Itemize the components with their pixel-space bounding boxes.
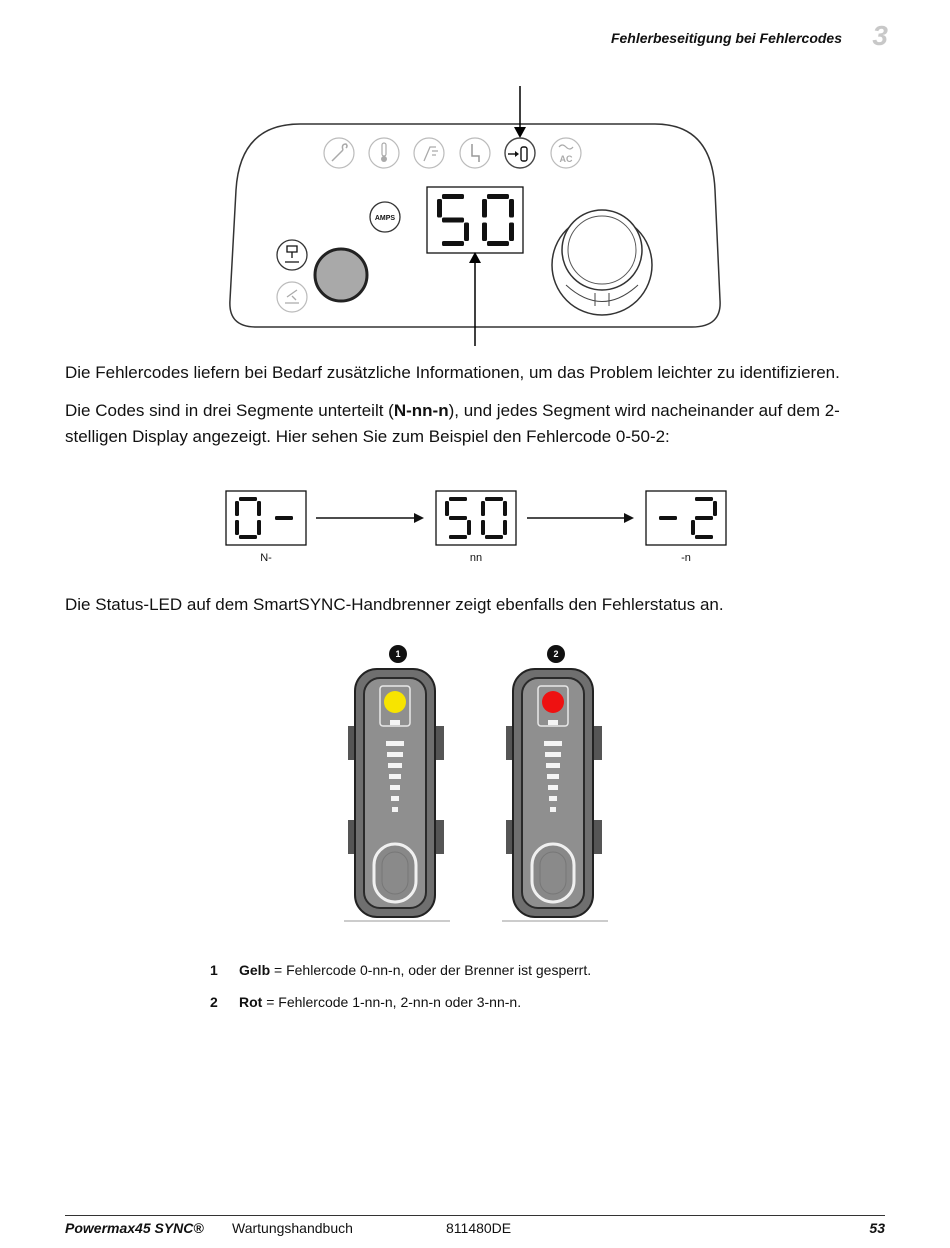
digit-segment [482, 223, 487, 242]
footer-divider [65, 1215, 885, 1216]
digit-segment [467, 520, 471, 535]
led-bar [386, 741, 404, 746]
digit-segment [509, 199, 514, 218]
torch-consumable-icon [414, 138, 444, 168]
digit-segment [503, 501, 507, 516]
digit-segment [659, 516, 677, 520]
amps-button [370, 202, 400, 232]
led-bar [546, 763, 560, 768]
legend-number: 1 [210, 962, 218, 978]
status-led-yellow [384, 691, 406, 713]
digit-segment [485, 535, 503, 539]
digit-segment [442, 194, 464, 199]
digit-segment [695, 497, 713, 501]
digit-segment [691, 520, 695, 535]
digit-segment [449, 497, 467, 501]
thermometer-icon [369, 138, 399, 168]
digit-segment [487, 194, 509, 199]
gas-pressure-icon [505, 138, 535, 168]
digit-segment [503, 520, 507, 535]
legend-text: = Fehlercode 0-nn-n, oder der Brenner ist gesperrt. [270, 962, 592, 978]
led-bar [550, 807, 556, 812]
legend-term: Gelb [239, 962, 271, 978]
led-bar [391, 796, 399, 801]
digit-segment [481, 501, 485, 516]
digit-segment [713, 501, 717, 516]
amps-label: AMPS [374, 215, 396, 222]
digit-segment [695, 516, 713, 520]
led-bar [548, 720, 558, 725]
legend-term: Rot [239, 994, 263, 1010]
adjustment-knob [552, 210, 652, 315]
segment-display-2 [436, 491, 516, 545]
torch-badge-1: 1 [395, 649, 401, 659]
cutting-mode-icon [277, 240, 307, 270]
digit-segment [464, 223, 469, 242]
legend-item-2 [210, 994, 521, 1010]
footer-manual: Wartungshandbuch [232, 1220, 353, 1236]
paragraph-segments-part2: ), und jedes Segment wird nacheinander auf dem 2-stelligen Display angezeigt. Hier sehen Sie zum Beispiel den Fehlercode 0-50-2: [65, 401, 840, 446]
ac-power-icon [551, 138, 581, 168]
digit-segment [437, 199, 442, 218]
arrow-right-icon [624, 513, 634, 523]
wrench-icon [324, 138, 354, 168]
digit-segment [695, 535, 713, 539]
arrow-down-icon [514, 127, 526, 138]
arrow-right-icon [414, 513, 424, 523]
ac-label: AC [559, 154, 573, 164]
footer-product: Powermax45 SYNC® [65, 1220, 204, 1236]
segment-display-1 [226, 491, 306, 545]
led-bar [544, 741, 562, 746]
digit-segment [442, 241, 464, 246]
paragraph-segments [65, 398, 885, 450]
segment-label-2: nn [469, 552, 483, 564]
led-bar [545, 752, 561, 757]
paragraph-intro: Die Fehlercodes liefern bei Bedarf zusätzliche Informationen, um das Problem leichter zu identifizieren. [65, 363, 840, 382]
digit-segment [487, 241, 509, 246]
led-bar [390, 720, 400, 725]
legend-number: 2 [210, 994, 218, 1010]
led-bar [547, 774, 559, 779]
legend-item-1 [210, 962, 591, 978]
legend-text: = Fehlercode 1-nn-n, 2-nn-n oder 3-nn-n. [262, 994, 522, 1010]
led-bar [387, 752, 403, 757]
code-format: N-nn-n [393, 401, 449, 420]
footer-page-number: 53 [869, 1220, 885, 1236]
digit-segment [235, 501, 239, 516]
digit-segment [481, 520, 485, 535]
led-bar [390, 785, 400, 790]
gouging-mode-icon [277, 282, 307, 312]
digit-segment [239, 497, 257, 501]
paragraph-segments-part1: Die Codes sind in drei Segmente unterteilt ( [65, 401, 394, 420]
footer-doc-number: 811480DE [446, 1220, 512, 1236]
digit-segment [239, 535, 257, 539]
led-bar [548, 785, 558, 790]
led-bar [388, 763, 402, 768]
paragraph-status-led: Die Status-LED auf dem SmartSYNC-Handbrenner zeigt ebenfalls den Fehlerstatus an. [65, 595, 724, 614]
digit-segment [235, 520, 239, 535]
header-title: Fehlerbeseitigung bei Fehlercodes [610, 30, 842, 46]
led-bar [549, 796, 557, 801]
torch-handle-red [502, 645, 608, 921]
digit-segment [449, 535, 467, 539]
torch-badge-2: 2 [553, 649, 559, 659]
digit-segment [445, 501, 449, 516]
digit-segment [257, 520, 261, 535]
digit-segment [442, 218, 464, 223]
front-panel-figure [0, 0, 950, 350]
digit-segment [509, 223, 514, 242]
led-bar [392, 807, 398, 812]
segment-label-3: -n [681, 552, 691, 564]
digit-segment [275, 516, 293, 520]
chapter-number: 3 [872, 20, 888, 51]
digit-segment [485, 497, 503, 501]
segment-display-3 [646, 491, 726, 545]
torch-handle-yellow [344, 645, 450, 921]
digit-segment [449, 516, 467, 520]
segment-label-1: N- [260, 552, 272, 564]
digit-segment [257, 501, 261, 516]
torch-led-figure [0, 640, 950, 940]
status-led-red [542, 691, 564, 713]
led-bar [389, 774, 401, 779]
selector-button [315, 249, 367, 301]
digit-segment [482, 199, 487, 218]
power-fault-icon [460, 138, 490, 168]
